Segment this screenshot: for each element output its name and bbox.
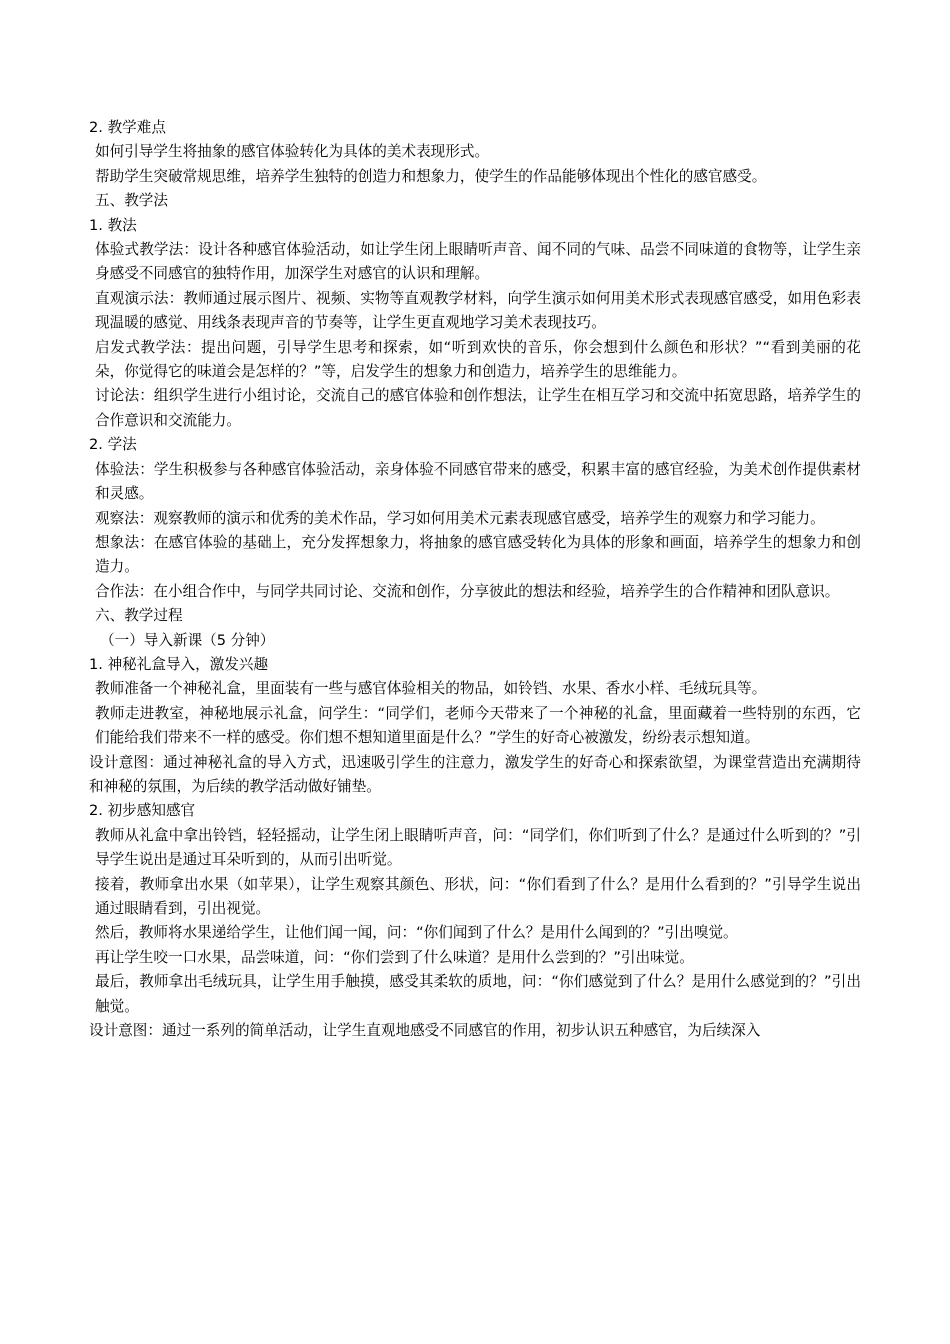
subheading-mystery-box: 1. 神秘礼盒导入，激发兴趣 [89, 655, 269, 673]
paragraph: 体验法：学生积极参与各种感官体验活动，亲身体验不同感官带来的感受，积累丰富的感官经验，为美术创作提供素材和灵感。 [95, 460, 861, 503]
subheading-introduction: （一）导入新课（5 分钟） [100, 631, 275, 649]
paragraph: 直观演示法：教师通过展示图片、视频、实物等直观教学材料，向学生演示如何用美术形式表现感官感受，如用色彩表现温暖的感觉、用线条表现声音的节奏等，让学生更直观地学习美术表现技巧。 [95, 289, 861, 332]
paragraph: 想象法：在感官体验的基础上，充分发挥想象力，将抽象的感官感受转化为具体的形象和画面，培养学生的想象力和创造力。 [95, 533, 861, 576]
section-heading-teaching-process: 六、教学过程 [95, 607, 183, 625]
paragraph: 合作法：在小组合作中，与同学共同讨论、交流和创作，分享彼此的想法和经验，培养学生的合作精神和团队意识。 [95, 582, 840, 600]
paragraph: 帮助学生突破常规思维，培养学生独特的创造力和想象力，使学生的作品能够体现出个性化的感官感受。 [95, 167, 767, 185]
section-heading-teaching-methods: 五、教学法 [95, 192, 168, 210]
paragraph: 然后，教师将水果递给学生，让他们闻一闻，问：“你们闻到了什么？是用什么闻到的？”引出嗅觉。 [95, 924, 738, 942]
design-intent-paragraph: 设计意图：通过一系列的简单活动，让学生直观地感受不同感官的作用，初步认识五种感官，为后续深入 [89, 1022, 761, 1040]
paragraph: 教师走进教室，神秘地展示礼盒，问学生：“同学们，老师今天带来了一个神秘的礼盒，里面藏着一些特别的东西，它们能给我们带来不一样的感受。你们想不想知道里面是什么？”学生的好奇心被激发，纷纷表示想知道。 [95, 704, 861, 747]
design-intent-paragraph: 设计意图：通过神秘礼盒的导入方式，迅速吸引学生的注意力，激发学生的好奇心和探索欲望，为课堂营造出充满期待和神秘的氛围，为后续的教学活动做好铺垫。 [89, 753, 861, 795]
subheading-initial-perception: 2. 初步感知感官 [89, 802, 196, 820]
paragraph: 再让学生咬一口水果，品尝味道，问：“你们尝到了什么味道？是用什么尝到的？”引出味觉。 [95, 948, 694, 966]
subheading-learning-method: 2. 学法 [89, 436, 137, 454]
paragraph: 如何引导学生将抽象的感官体验转化为具体的美术表现形式。 [95, 143, 490, 161]
paragraph: 教师从礼盒中拿出铃铛，轻轻摇动，让学生闭上眼睛听声音，问：“同学们，你们听到了什么？是通过什么听到的？”引导学生说出是通过耳朵听到的，从而引出听觉。 [95, 826, 861, 869]
heading-teaching-difficulties: 2. 教学难点 [89, 119, 166, 136]
subheading-teaching-method: 1. 教法 [89, 216, 137, 234]
paragraph: 体验式教学法：设计各种感官体验活动，如让学生闭上眼睛听声音、闻不同的气味、品尝不同味道的食物等，让学生亲身感受不同感官的独特作用，加深学生对感官的认识和理解。 [95, 241, 861, 283]
paragraph: 启发式教学法：提出问题，引导学生思考和探索，如“听到欢快的音乐，你会想到什么颜色和形状？”“看到美丽的花朵，你觉得它的味道会是怎样的？”等，启发学生的想象力和创造力，培养学生的思维能力。 [95, 338, 861, 381]
document-page [89, 116, 861, 1043]
paragraph: 教师准备一个神秘礼盒，里面装有一些与感官体验相关的物品，如铃铛、水果、香水小样、毛绒玩具等。 [95, 680, 767, 698]
paragraph: 最后，教师拿出毛绒玩具，让学生用手触摸，感受其柔软的质地，问：“你们感觉到了什么？是用什么感觉到的？”引出触觉。 [95, 973, 861, 1015]
paragraph: 接着，教师拿出水果（如苹果），让学生观察其颜色、形状，问：“你们看到了什么？是用什么看到的？”引导学生说出通过眼睛看到，引出视觉。 [95, 875, 861, 917]
paragraph: 讨论法：组织学生进行小组讨论，交流自己的感官体验和创作想法，让学生在相互学习和交流中拓宽思路，培养学生的合作意识和交流能力。 [95, 387, 861, 429]
paragraph: 观察法：观察教师的演示和优秀的美术作品，学习如何用美术元素表现感官感受，培养学生的观察力和学习能力。 [95, 509, 825, 527]
